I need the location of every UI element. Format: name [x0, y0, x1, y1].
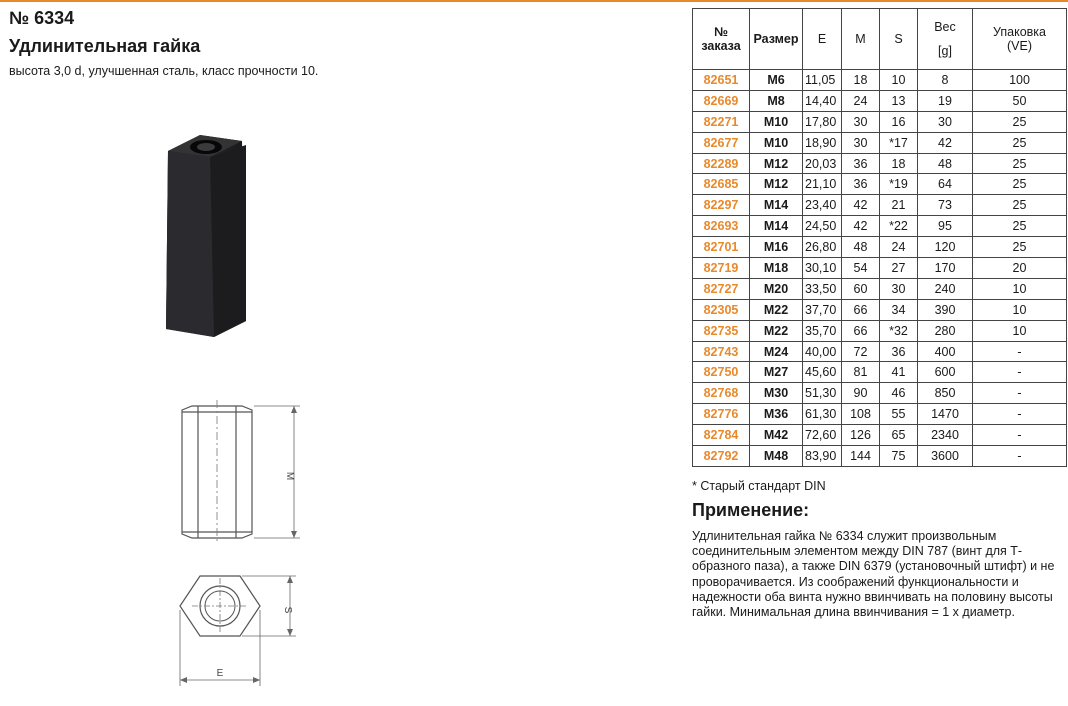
table-row	[693, 237, 1067, 258]
order-number-cell: 82651	[693, 70, 750, 91]
weight-cell: 3600	[918, 446, 973, 467]
order-number-cell: 82297	[693, 195, 750, 216]
size-cell: M22	[750, 320, 803, 341]
product-number: № 6334	[9, 8, 75, 28]
s-cell: 10	[880, 70, 918, 91]
packaging-cell: 20	[973, 258, 1067, 279]
header-rule	[0, 0, 1068, 2]
order-number-cell: 82677	[693, 132, 750, 153]
dimension-m-label: M	[284, 471, 295, 481]
s-cell: 75	[880, 446, 918, 467]
table-row	[693, 341, 1067, 362]
e-cell: 40,00	[803, 341, 842, 362]
header-order-number: № заказа	[693, 9, 750, 70]
table-row	[693, 320, 1067, 341]
weight-cell: 850	[918, 383, 973, 404]
order-number-cell: 82701	[693, 237, 750, 258]
order-number-cell: 82727	[693, 278, 750, 299]
m-cell: 48	[842, 237, 880, 258]
order-number-cell: 82750	[693, 362, 750, 383]
weight-cell: 170	[918, 258, 973, 279]
table-row	[693, 425, 1067, 446]
packaging-cell: -	[973, 446, 1067, 467]
weight-cell: 19	[918, 90, 973, 111]
s-cell: 16	[880, 111, 918, 132]
packaging-cell: 25	[973, 216, 1067, 237]
e-cell: 26,80	[803, 237, 842, 258]
s-cell: *19	[880, 174, 918, 195]
table-header-row	[693, 9, 1067, 70]
table-row	[693, 278, 1067, 299]
packaging-cell: 25	[973, 132, 1067, 153]
packaging-cell: 50	[973, 90, 1067, 111]
packaging-cell: -	[973, 404, 1067, 425]
application-text: Удлинительная гайка № 6334 служит произвольным соединительным элементом между DIN 787 (винт для Т-образного паза), а также DIN 6379 (установочный штифт) и не проворачивается. Из соображений функциональности и надежности оба винта нужно ввинчивать на половину высоты гайки. Минимальная длина ввинчивания = 1 x диаметр.	[692, 529, 1055, 620]
order-number-cell: 82776	[693, 404, 750, 425]
table-row	[693, 383, 1067, 404]
e-cell: 11,05	[803, 70, 842, 91]
table-row	[693, 299, 1067, 320]
m-cell: 90	[842, 383, 880, 404]
e-cell: 45,60	[803, 362, 842, 383]
e-cell: 72,60	[803, 425, 842, 446]
order-number-cell: 82719	[693, 258, 750, 279]
order-number-cell: 82685	[693, 174, 750, 195]
weight-cell: 2340	[918, 425, 973, 446]
packaging-cell: -	[973, 341, 1067, 362]
packaging-cell: -	[973, 362, 1067, 383]
e-cell: 83,90	[803, 446, 842, 467]
size-cell: M36	[750, 404, 803, 425]
s-cell: 34	[880, 299, 918, 320]
m-cell: 36	[842, 174, 880, 195]
side-view-drawing	[168, 398, 308, 548]
dimension-e-label: E	[216, 668, 224, 679]
spec-table	[692, 8, 1067, 467]
weight-cell: 240	[918, 278, 973, 299]
packaging-cell: 10	[973, 299, 1067, 320]
order-number-cell: 82792	[693, 446, 750, 467]
size-cell: M48	[750, 446, 803, 467]
coupling-nut-photo	[150, 125, 260, 343]
weight-cell: 390	[918, 299, 973, 320]
header-m: M	[842, 9, 880, 70]
e-cell: 24,50	[803, 216, 842, 237]
table-row	[693, 111, 1067, 132]
m-cell: 66	[842, 299, 880, 320]
s-cell: *32	[880, 320, 918, 341]
size-cell: M12	[750, 153, 803, 174]
m-cell: 72	[842, 341, 880, 362]
m-cell: 144	[842, 446, 880, 467]
order-number-cell: 82735	[693, 320, 750, 341]
size-cell: M16	[750, 237, 803, 258]
m-cell: 60	[842, 278, 880, 299]
weight-cell: 600	[918, 362, 973, 383]
weight-cell: 48	[918, 153, 973, 174]
header-s: S	[880, 9, 918, 70]
order-number-cell: 82768	[693, 383, 750, 404]
weight-cell: 64	[918, 174, 973, 195]
s-cell: 27	[880, 258, 918, 279]
m-cell: 42	[842, 216, 880, 237]
size-cell: M20	[750, 278, 803, 299]
m-cell: 30	[842, 111, 880, 132]
table-body	[693, 70, 1067, 467]
order-number-cell: 82743	[693, 341, 750, 362]
product-subtitle: высота 3,0 d, улучшенная сталь, класс прочности 10.	[9, 64, 319, 78]
packaging-cell: -	[973, 383, 1067, 404]
weight-cell: 42	[918, 132, 973, 153]
table-row	[693, 90, 1067, 111]
size-cell: M12	[750, 174, 803, 195]
weight-cell: 1470	[918, 404, 973, 425]
m-cell: 30	[842, 132, 880, 153]
s-cell: *22	[880, 216, 918, 237]
packaging-cell: 25	[973, 111, 1067, 132]
s-cell: 24	[880, 237, 918, 258]
order-number-cell: 82693	[693, 216, 750, 237]
e-cell: 33,50	[803, 278, 842, 299]
order-number-cell: 82784	[693, 425, 750, 446]
m-cell: 126	[842, 425, 880, 446]
packaging-cell: 25	[973, 237, 1067, 258]
e-cell: 18,90	[803, 132, 842, 153]
order-number-cell: 82289	[693, 153, 750, 174]
top-view-drawing	[168, 570, 298, 688]
weight-cell: 95	[918, 216, 973, 237]
weight-cell: 120	[918, 237, 973, 258]
e-cell: 61,30	[803, 404, 842, 425]
e-cell: 30,10	[803, 258, 842, 279]
dimension-s-label: S	[282, 606, 293, 614]
weight-cell: 30	[918, 111, 973, 132]
table-row	[693, 153, 1067, 174]
weight-cell: 400	[918, 341, 973, 362]
s-cell: 13	[880, 90, 918, 111]
table-row	[693, 404, 1067, 425]
m-cell: 18	[842, 70, 880, 91]
packaging-cell: 25	[973, 153, 1067, 174]
size-cell: M18	[750, 258, 803, 279]
size-cell: M27	[750, 362, 803, 383]
s-cell: 55	[880, 404, 918, 425]
e-cell: 37,70	[803, 299, 842, 320]
e-cell: 23,40	[803, 195, 842, 216]
m-cell: 42	[842, 195, 880, 216]
size-cell: M24	[750, 341, 803, 362]
e-cell: 51,30	[803, 383, 842, 404]
product-title: Удлинительная гайка	[9, 36, 201, 56]
m-cell: 81	[842, 362, 880, 383]
size-cell: M30	[750, 383, 803, 404]
size-cell: M10	[750, 132, 803, 153]
weight-cell: 8	[918, 70, 973, 91]
packaging-cell: 25	[973, 195, 1067, 216]
order-number-cell: 82669	[693, 90, 750, 111]
size-cell: M42	[750, 425, 803, 446]
s-cell: 46	[880, 383, 918, 404]
s-cell: 65	[880, 425, 918, 446]
table-row	[693, 195, 1067, 216]
weight-cell: 73	[918, 195, 973, 216]
header-weight: Вес [g]	[918, 9, 973, 70]
size-cell: M6	[750, 70, 803, 91]
packaging-cell: -	[973, 425, 1067, 446]
packaging-cell: 10	[973, 320, 1067, 341]
order-number-cell: 82271	[693, 111, 750, 132]
header-packaging: Упаковка (VE)	[973, 9, 1067, 70]
order-number-cell: 82305	[693, 299, 750, 320]
s-cell: 18	[880, 153, 918, 174]
application-title: Применение:	[692, 500, 810, 520]
e-cell: 35,70	[803, 320, 842, 341]
s-cell: 21	[880, 195, 918, 216]
e-cell: 14,40	[803, 90, 842, 111]
weight-cell: 280	[918, 320, 973, 341]
size-cell: M8	[750, 90, 803, 111]
size-cell: M10	[750, 111, 803, 132]
footnote: * Старый стандарт DIN	[692, 479, 826, 493]
size-cell: M14	[750, 195, 803, 216]
e-cell: 17,80	[803, 111, 842, 132]
s-cell: *17	[880, 132, 918, 153]
m-cell: 36	[842, 153, 880, 174]
header-e: E	[803, 9, 842, 70]
size-cell: M22	[750, 299, 803, 320]
m-cell: 66	[842, 320, 880, 341]
m-cell: 24	[842, 90, 880, 111]
table-row	[693, 362, 1067, 383]
packaging-cell: 100	[973, 70, 1067, 91]
m-cell: 108	[842, 404, 880, 425]
packaging-cell: 25	[973, 174, 1067, 195]
packaging-cell: 10	[973, 278, 1067, 299]
table-row	[693, 70, 1067, 91]
e-cell: 21,10	[803, 174, 842, 195]
size-cell: M14	[750, 216, 803, 237]
s-cell: 41	[880, 362, 918, 383]
header-size: Размер	[750, 9, 803, 70]
table-row	[693, 446, 1067, 467]
table-row	[693, 216, 1067, 237]
table-row	[693, 174, 1067, 195]
table-row	[693, 132, 1067, 153]
table-row	[693, 258, 1067, 279]
e-cell: 20,03	[803, 153, 842, 174]
s-cell: 30	[880, 278, 918, 299]
m-cell: 54	[842, 258, 880, 279]
s-cell: 36	[880, 341, 918, 362]
